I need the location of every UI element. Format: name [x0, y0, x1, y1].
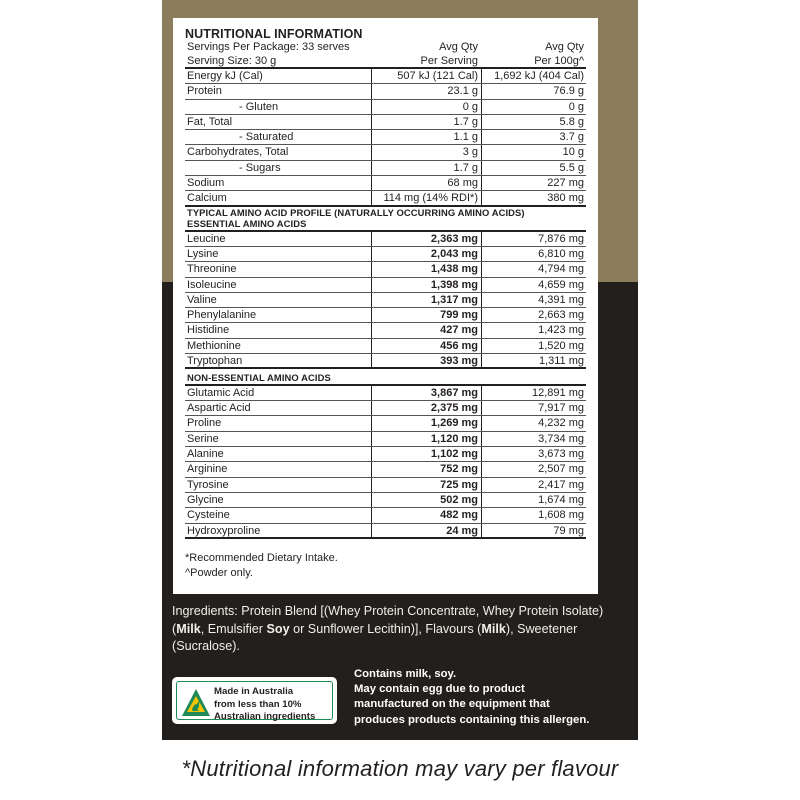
nonessential-amino-title: NON-ESSENTIAL AMINO ACIDS [185, 372, 586, 386]
amino-per-serving: 24 mg [371, 524, 481, 537]
amino-per-serving: 427 mg [371, 323, 481, 337]
footnotes [185, 551, 586, 582]
nutrient-per-100g: 380 mg [481, 191, 585, 204]
amino-row [185, 401, 586, 416]
amino-label: Tyrosine [187, 478, 229, 491]
nutrient-per-serving: 1.7 g [371, 161, 481, 175]
badge-line-2: from less than 10% [214, 698, 302, 710]
amino-row [185, 386, 586, 401]
amino-per-serving: 502 mg [371, 493, 481, 507]
amino-per-serving: 1,269 mg [371, 416, 481, 430]
amino-row [185, 508, 586, 523]
amino-label: Arginine [187, 463, 228, 476]
amino-label: Phenylalanine [187, 309, 257, 322]
amino-per-serving: 1,398 mg [371, 278, 481, 292]
allergen-milk: Milk [481, 621, 506, 636]
nutrient-per-serving: 1.7 g [371, 115, 481, 129]
amino-label: Serine [187, 432, 219, 445]
amino-row [185, 462, 586, 477]
nutrient-per-serving: 114 mg (14% RDI*) [371, 191, 481, 204]
amino-per-100g: 1,674 mg [481, 493, 585, 507]
amino-per-serving: 482 mg [371, 508, 481, 522]
amino-per-serving: 1,120 mg [371, 432, 481, 446]
amino-label: Glycine [187, 493, 224, 506]
servings-per-package: Servings Per Package: 33 serves [187, 41, 350, 53]
amino-label: Histidine [187, 324, 230, 337]
amino-per-100g: 4,659 mg [481, 278, 585, 292]
amino-per-100g: 2,663 mg [481, 308, 585, 322]
badge-line-3: Australian ingredients [214, 711, 316, 722]
amino-row [185, 524, 586, 539]
col-head-per-serving [371, 41, 481, 67]
flavour-disclaimer: *Nutritional information may vary per flavour [181, 756, 619, 781]
ingredients-part: ), Sweetener (Sucralose). [172, 621, 578, 653]
amino-per-100g: 12,891 mg [481, 386, 585, 400]
nutrient-per-serving: 1.1 g [371, 130, 481, 144]
amino-per-serving: 393 mg [371, 354, 481, 367]
allergen-statement [354, 667, 634, 728]
amino-per-serving: 1,317 mg [371, 293, 481, 307]
nutrient-row-energy [185, 69, 586, 84]
nutrient-per-serving: 23.1 g [371, 84, 481, 98]
nutrient-per-100g: 1,692 kJ (404 Cal) [481, 69, 585, 83]
nutrient-row-gluten [185, 100, 586, 115]
amino-per-100g: 2,417 mg [481, 478, 585, 492]
amino-per-serving: 2,043 mg [371, 247, 481, 261]
amino-per-100g: 1,520 mg [481, 339, 585, 353]
amino-label: Methionine [187, 339, 241, 352]
amino-row [185, 232, 586, 247]
nutrient-label: Carbohydrates, Total [187, 146, 289, 159]
nutrient-per-100g: 5.8 g [481, 115, 585, 129]
nutrient-per-serving: 507 kJ (121 Cal) [371, 69, 481, 83]
nutrient-per-100g: 5.5 g [481, 161, 585, 175]
nutrient-label: Sodium [187, 177, 225, 190]
amino-row [185, 339, 586, 354]
amino-row [185, 478, 586, 493]
amino-label: Proline [187, 417, 222, 430]
amino-per-100g: 3,734 mg [481, 432, 585, 446]
ingredients-part: or Sunflower Lecithin)], Flavours ( [289, 621, 482, 636]
amino-label: Hydroxyproline [187, 524, 261, 537]
made-in-australia-badge [172, 677, 337, 724]
allergen-line-3: manufactured on the equipment that [354, 698, 550, 711]
amino-per-serving: 752 mg [371, 462, 481, 476]
serving-size: Serving Size: 30 g [187, 54, 277, 67]
amino-per-100g: 1,311 mg [481, 354, 585, 367]
nutrient-row-fat [185, 115, 586, 130]
servings-info [185, 41, 371, 67]
amino-per-serving: 2,375 mg [371, 401, 481, 415]
nutrient-row-calcium [185, 191, 586, 206]
nutrient-per-100g: 3.7 g [481, 130, 585, 144]
amino-label: Lysine [187, 247, 219, 260]
footnote-powder: ^Powder only. [185, 567, 253, 580]
nutrient-row-carbohydrates [185, 145, 586, 160]
allergen-soy: Soy [266, 621, 290, 636]
amino-per-100g: 7,917 mg [481, 401, 585, 415]
nutrient-label: Protein [187, 85, 222, 98]
nutrient-per-serving: 68 mg [371, 176, 481, 190]
nutrition-header-row [185, 41, 586, 69]
amino-label: Alanine [187, 448, 224, 461]
amino-row [185, 354, 586, 369]
col-head-per-100g-l1: Avg Qty [545, 41, 584, 53]
amino-per-100g: 4,391 mg [481, 293, 585, 307]
nutrient-per-100g: 0 g [481, 100, 585, 114]
nutrient-row-sugars [185, 161, 586, 176]
amino-per-100g: 1,608 mg [481, 508, 585, 522]
nutrient-row-saturated [185, 130, 586, 145]
col-head-per-100g-l2: Per 100g^ [534, 54, 584, 67]
amino-per-serving: 725 mg [371, 478, 481, 492]
nutrition-panel [173, 18, 598, 594]
ingredients-part: Ingredients: Protein Blend [(Whey Protein Concentrate, Whey Protein Isolate) ( [172, 604, 604, 636]
nutrient-per-serving: 0 g [371, 100, 481, 114]
amino-row [185, 323, 586, 338]
amino-per-100g: 3,673 mg [481, 447, 585, 461]
nutrient-label: Fat, Total [187, 115, 233, 128]
footnote-rdi: *Recommended Dietary Intake. [185, 551, 338, 564]
col-head-per-serving-l1: Avg Qty [439, 41, 478, 53]
amino-per-serving: 456 mg [371, 339, 481, 353]
amino-label: Glutamic Acid [187, 386, 255, 399]
nutrient-label: Energy kJ (Cal) [187, 70, 263, 82]
nutrient-label: - Sugars [239, 161, 281, 174]
essential-amino-title: ESSENTIAL AMINO ACIDS [185, 218, 586, 232]
allergen-line-1: Contains milk, soy. [354, 668, 457, 680]
ingredients-part: , Emulsifier [200, 621, 267, 636]
ingredients-text [172, 603, 632, 656]
amino-label: Threonine [187, 263, 237, 276]
nutrient-per-serving: 3 g [371, 145, 481, 159]
amino-row [185, 308, 586, 323]
amino-row [185, 247, 586, 262]
amino-per-100g: 7,876 mg [481, 232, 585, 246]
nutrient-label: Calcium [187, 192, 227, 205]
amino-label: Tryptophan [187, 355, 243, 368]
badge-line-1: Made in Australia [214, 686, 294, 697]
nutrient-per-100g: 227 mg [481, 176, 585, 190]
nutrient-row-sodium [185, 176, 586, 191]
amino-row [185, 262, 586, 277]
amino-per-100g: 4,232 mg [481, 416, 585, 430]
amino-row [185, 493, 586, 508]
nutrient-label: - Saturated [239, 131, 294, 144]
amino-per-serving: 799 mg [371, 308, 481, 322]
amino-label: Aspartic Acid [187, 402, 251, 415]
amino-per-100g: 4,794 mg [481, 262, 585, 276]
amino-per-serving: 3,867 mg [371, 386, 481, 400]
amino-row [185, 278, 586, 293]
amino-label: Isoleucine [187, 278, 237, 291]
badge-border [176, 681, 333, 720]
nutrient-label: - Gluten [239, 100, 279, 113]
nutrient-row-protein [185, 84, 586, 99]
amino-per-100g: 79 mg [481, 524, 585, 537]
amino-row [185, 447, 586, 462]
amino-profile-title: TYPICAL AMINO ACID PROFILE (NATURALLY OCCURRING AMINO ACIDS) [187, 206, 525, 218]
amino-label: Valine [187, 293, 217, 306]
amino-row [185, 416, 586, 431]
amino-per-100g: 1,423 mg [481, 323, 585, 337]
amino-row [185, 432, 586, 447]
amino-label: Cysteine [187, 509, 230, 522]
nutrient-per-100g: 10 g [481, 145, 585, 159]
amino-label: Leucine [187, 232, 226, 245]
col-head-per-100g [481, 41, 585, 67]
amino-per-serving: 2,363 mg [371, 232, 481, 246]
badge-text [214, 686, 315, 724]
col-head-per-serving-l2: Per Serving [420, 54, 478, 67]
amino-per-100g: 6,810 mg [481, 247, 585, 261]
amino-per-serving: 1,102 mg [371, 447, 481, 461]
nutrient-per-100g: 76.9 g [481, 84, 585, 98]
allergen-milk: Milk [176, 621, 201, 636]
amino-per-serving: 1,438 mg [371, 262, 481, 276]
amino-per-100g: 2,507 mg [481, 462, 585, 476]
allergen-line-4: produces products containing this allergen. [354, 713, 590, 726]
amino-row [185, 293, 586, 308]
nutrition-title: NUTRITIONAL INFORMATION [185, 27, 363, 41]
kangaroo-triangle-icon [181, 688, 211, 718]
allergen-line-2: May contain egg due to product [354, 683, 525, 696]
